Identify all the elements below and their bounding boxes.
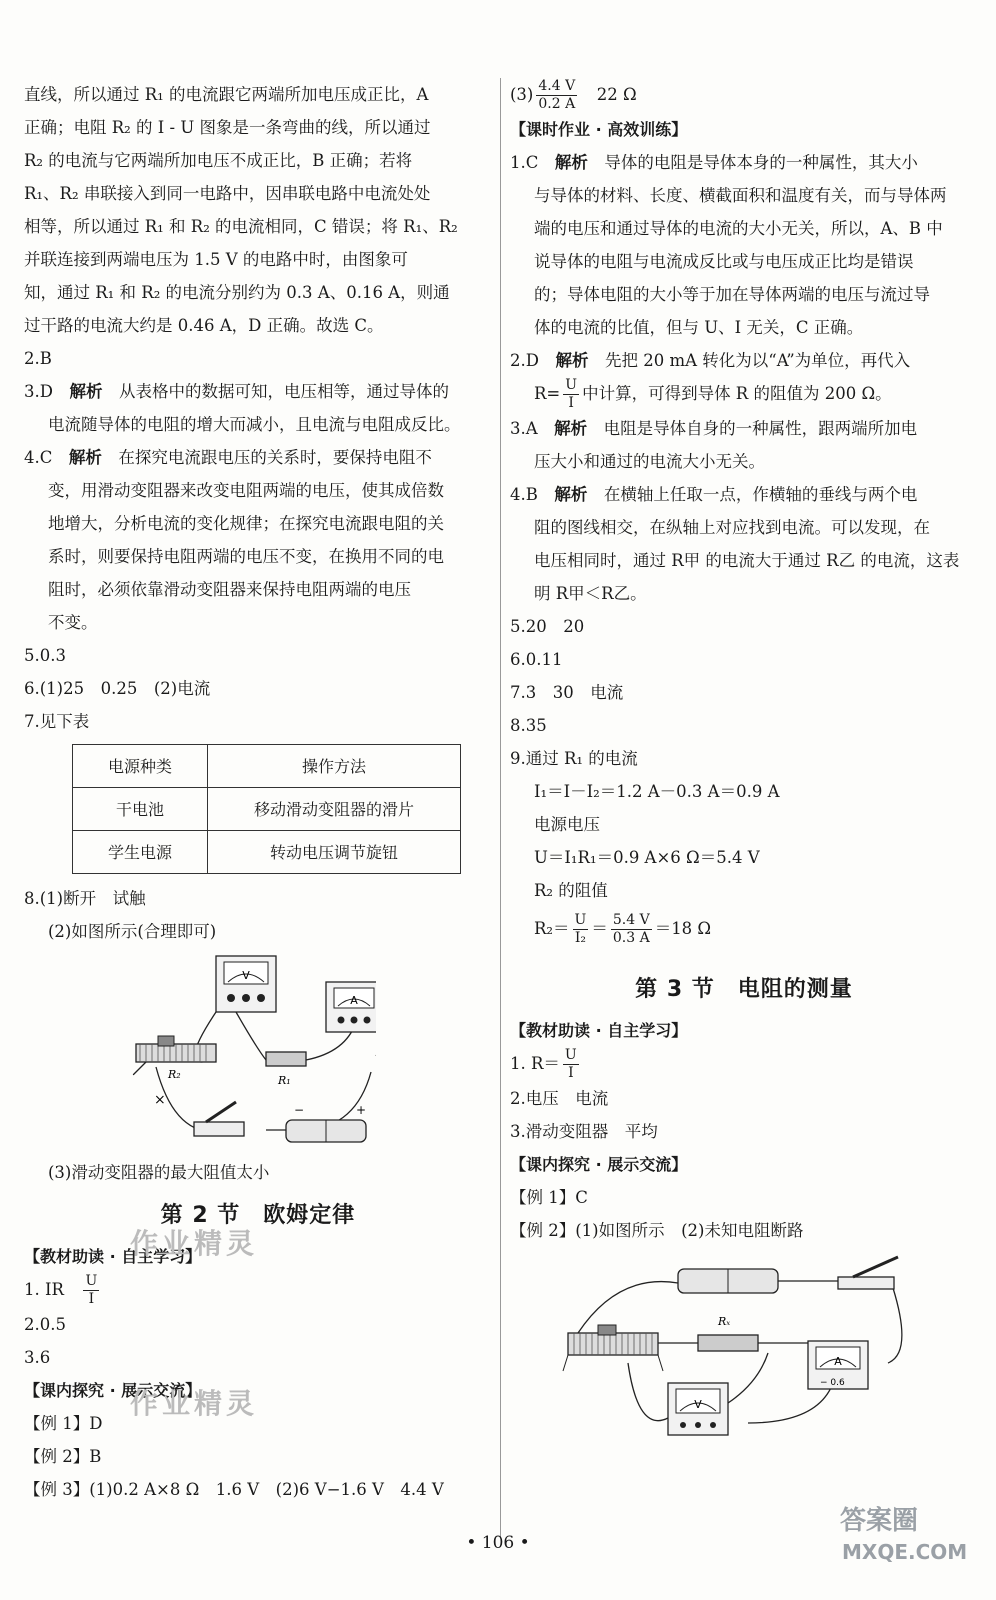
site-logo: 答案圈 <box>840 1506 919 1536</box>
text-line: 不变。 <box>48 613 98 632</box>
answer-5: 5.0.3 <box>24 646 66 665</box>
formula-text: ＝ <box>591 919 608 938</box>
answer-number: 4.B <box>510 485 538 504</box>
watermark: 作业精灵 <box>130 1387 259 1420</box>
ammeter <box>326 982 376 1032</box>
power-source-table <box>72 744 461 874</box>
text-line: 电流随导体的电阻的增大而减小，且电流与电阻成反比。 <box>48 415 461 434</box>
section-title-2: 第 2 节 欧姆定律 <box>160 1203 356 1228</box>
numerator: 4.4 V <box>538 78 576 94</box>
text-line: 端的电压和通过导体的电流的大小无关，所以，A、B 中 <box>534 219 943 238</box>
r-answer-3 <box>510 78 978 113</box>
text-line: 电阻是导体自身的一种属性，跟两端所加电 <box>603 419 918 438</box>
s3-example-1: 【例 1】C <box>510 1188 588 1207</box>
site-logo-url: MXQE.COM <box>842 1540 968 1564</box>
table-header-row <box>73 745 461 788</box>
s3-answer-1 <box>510 1047 978 1082</box>
analysis-label: 解析 <box>69 382 103 401</box>
circuit-diagram-2 <box>558 1253 918 1453</box>
answer-number: 3.D <box>24 382 53 401</box>
analysis-label: 解析 <box>555 351 589 370</box>
fraction <box>83 1273 99 1308</box>
q2-formula-line <box>510 377 978 412</box>
q8: 8.35 <box>510 716 547 735</box>
numerator: 5.4 V <box>612 912 650 928</box>
ammeter-scale: − 0.6 <box>820 1378 845 1388</box>
denominator: 0.3 A <box>612 930 650 946</box>
text-line: 过干路的电流大约是 0.46 A，D 正确。故选 C。 <box>24 316 384 335</box>
switch <box>194 1102 244 1136</box>
text-line: 电源电压 <box>534 815 600 834</box>
q4 <box>510 478 978 511</box>
formula-text: 1. IR <box>24 1280 64 1299</box>
q3 <box>510 412 978 445</box>
analysis-label: 解析 <box>554 419 588 438</box>
formula-text: 1. R＝ <box>510 1054 560 1073</box>
text-line: R₁、R₂ 串联接入到同一电路中，因串联电路中电流处处 <box>24 184 431 203</box>
formula-text: R₂＝ <box>534 919 570 938</box>
section-header: 【教材助读 · 自主学习】 <box>510 1021 688 1040</box>
q7: 7.3 30 电流 <box>510 683 624 702</box>
denominator: I <box>88 1291 95 1307</box>
watermark: 作业精灵 <box>130 1227 259 1260</box>
answer-7: 7.见下表 <box>24 712 90 731</box>
text-line: 先把 20 mA 转化为以“A”为单位，再代入 <box>604 351 911 370</box>
text-line: 知，通过 R₁ 和 R₂ 的电流分别约为 0.3 A、0.16 A，则通 <box>24 283 450 302</box>
text-line: 直线，所以通过 R₁ 的电流跟它两端所加电压成正比，A <box>24 85 429 104</box>
voltmeter <box>216 956 276 1012</box>
section-header: 【教材助读 · 自主学习】 <box>24 1247 202 1266</box>
answer-8-part-3: (3)滑动变阻器的最大阻值太小 <box>48 1163 270 1182</box>
analysis-label: 解析 <box>554 485 588 504</box>
numerator: U <box>564 1047 577 1063</box>
q9: 9.通过 R₁ 的电流 <box>510 749 638 768</box>
left-column <box>24 78 492 1506</box>
r1-label: R₁ <box>278 1074 291 1087</box>
answer-3 <box>24 375 492 408</box>
text-line: 的；导体电阻的大小等于加在导体两端的电压与流过导 <box>534 285 930 304</box>
battery <box>678 1269 778 1293</box>
text-line: 并联连接到两端电压为 1.5 V 的电路中时，由图象可 <box>24 250 408 269</box>
circuit-diagram-1 <box>116 952 376 1152</box>
switch <box>838 1257 898 1289</box>
text-line: 说导体的电阻与电流成反比或与电压成正比均是错误 <box>534 252 914 271</box>
voltmeter-label: V <box>242 969 250 982</box>
example-3: 【例 3】(1)0.2 A×8 Ω 1.6 V (2)6 V−1.6 V 4.4 V <box>24 1480 444 1499</box>
text-line: 压大小和通过的电流大小无关。 <box>534 452 765 471</box>
denominator: I₂ <box>574 930 587 946</box>
text-line: 与导体的材料、长度、横截面积和温度有关，而与导体两 <box>534 186 947 205</box>
intro-paragraph <box>24 78 492 342</box>
formula-text: R= <box>534 384 561 403</box>
fraction <box>563 377 579 412</box>
analysis-label: 解析 <box>554 153 588 172</box>
equation-line: U＝I₁R₁＝0.9 A×6 Ω＝5.4 V <box>534 848 760 867</box>
table-cell: 转动电压调节旋钮 <box>208 831 461 874</box>
text-line: 从表格中的数据可知，电压相等，通过导体的 <box>118 382 449 401</box>
text-line: 导体的电阻是导体本身的一种属性，其大小 <box>604 153 918 172</box>
s2-answer-1 <box>24 1273 492 1308</box>
equation-line <box>510 907 978 951</box>
s3-answer-3: 3.滑动变阻器 平均 <box>510 1122 658 1141</box>
table-cell: 移动滑动变阻器的滑片 <box>208 788 461 831</box>
text-line: 地增大，分析电流的变化规律；在探究电流跟电阻的关 <box>48 514 444 533</box>
unknown-resistor <box>698 1315 758 1351</box>
text-line: 在横轴上任取一点，作横轴的垂线与两个电 <box>603 485 918 504</box>
answer-number: 4.C <box>24 448 53 467</box>
q1 <box>510 146 978 179</box>
answer-number: (3) <box>510 85 534 104</box>
ammeter-label: A <box>350 994 358 1007</box>
fraction <box>611 912 652 947</box>
text-line: 系时，则要保持电阻两端的电压不变，在换用不同的电 <box>48 547 444 566</box>
text-line: 阻时，必须依靠滑动变阻器来保持电阻两端的电压 <box>48 580 411 599</box>
formula-text: ＝18 Ω <box>654 919 712 938</box>
q5: 5.20 20 <box>510 617 585 636</box>
cross-mark: × <box>154 1092 166 1108</box>
section-header: 【课时作业 · 高效训练】 <box>510 120 688 139</box>
answer-2: 2.B <box>24 349 52 368</box>
example-1: 【例 1】D <box>24 1414 103 1433</box>
text-line: 相等，所以通过 R₁ 和 R₂ 的电流相同，C 错误；将 R₁、R₂ <box>24 217 458 236</box>
text-line: 正确；电阻 R₂ 的 I - U 图象是一条弯曲的线，所以通过 <box>24 118 431 137</box>
s3-answer-2: 2.电压 电流 <box>510 1089 609 1108</box>
text-line: 在探究电流跟电压的关系时，要保持电阻不 <box>118 448 432 467</box>
fraction <box>536 78 577 113</box>
text-line: 电压相同时，通过 R甲 的电流大于通过 R乙 的电流，这表 <box>534 551 960 570</box>
rheostat <box>136 1036 216 1081</box>
answer-number: 1.C <box>510 153 539 172</box>
table-row <box>73 831 461 874</box>
s3-example-2: 【例 2】(1)如图所示 (2)未知电阻断路 <box>510 1221 804 1240</box>
numerator: U <box>574 912 587 928</box>
battery-minus: − <box>294 1103 305 1117</box>
section-header: 【课内探究 · 展示交流】 <box>24 1381 202 1400</box>
resistor-r1 <box>266 1052 306 1087</box>
answer-number: 2.D <box>510 351 539 370</box>
denominator: I <box>568 1065 574 1081</box>
answer-number: 3.A <box>510 419 538 438</box>
s2-answer-3: 3.6 <box>24 1348 51 1367</box>
section-title-3: 第 3 节 电阻的测量 <box>635 977 853 1002</box>
text-line: 阻的图线相交，在纵轴上对应找到电流。可以发现，在 <box>534 518 930 537</box>
example-2: 【例 2】B <box>24 1447 102 1466</box>
table-header: 操作方法 <box>208 745 461 788</box>
text-line: R₂ 的阻值 <box>534 881 608 900</box>
rx-label: Rₓ <box>718 1315 731 1328</box>
text-line: 体的电流的比值，但与 U、I 无关，C 正确。 <box>534 318 864 337</box>
table-cell: 学生电源 <box>73 831 208 874</box>
ammeter <box>808 1341 868 1389</box>
column-divider <box>500 78 501 1538</box>
battery <box>286 1103 366 1142</box>
section-header: 【课内探究 · 展示交流】 <box>510 1155 688 1174</box>
table-row <box>73 788 461 831</box>
q6: 6.0.11 <box>510 650 563 669</box>
answer-6: 6.(1)25 0.25 (2)电流 <box>24 679 211 698</box>
battery-plus: + <box>356 1103 367 1117</box>
analysis-label: 解析 <box>68 448 102 467</box>
voltmeter <box>668 1383 728 1435</box>
text-line: 中计算，可得到导体 R 的阻值为 200 Ω。 <box>582 384 892 403</box>
result: 22 Ω <box>596 85 637 104</box>
text-line: 明 R甲＜R乙。 <box>534 584 647 603</box>
denominator: I <box>568 395 574 411</box>
table-header: 电源种类 <box>73 745 208 788</box>
denominator: 0.2 A <box>538 96 576 112</box>
r2-label: R₂ <box>168 1068 181 1081</box>
answer-8-part-1: 8.(1)断开 试触 <box>24 889 146 908</box>
page-number: • 106 • <box>466 1533 530 1553</box>
answer-8-part-2: (2)如图所示(合理即可) <box>48 922 217 941</box>
voltmeter-label: V <box>694 1398 702 1411</box>
fraction <box>573 912 589 947</box>
q2 <box>510 344 978 377</box>
s2-answer-2: 2.0.5 <box>24 1315 66 1334</box>
text-line: 变，用滑动变阻器来改变电阻两端的电压，使其成倍数 <box>48 481 444 500</box>
fraction <box>563 1047 579 1082</box>
table-cell: 干电池 <box>73 788 208 831</box>
right-column <box>510 78 978 1453</box>
equation-line: I₁＝I－I₂＝1.2 A－0.3 A＝0.9 A <box>534 782 780 801</box>
numerator: U <box>85 1273 98 1289</box>
ammeter-label: A <box>834 1355 842 1368</box>
text-line: R₂ 的电流与它两端所加电压不成正比，B 正确；若将 <box>24 151 413 170</box>
answer-4 <box>24 441 492 474</box>
numerator: U <box>565 377 578 393</box>
